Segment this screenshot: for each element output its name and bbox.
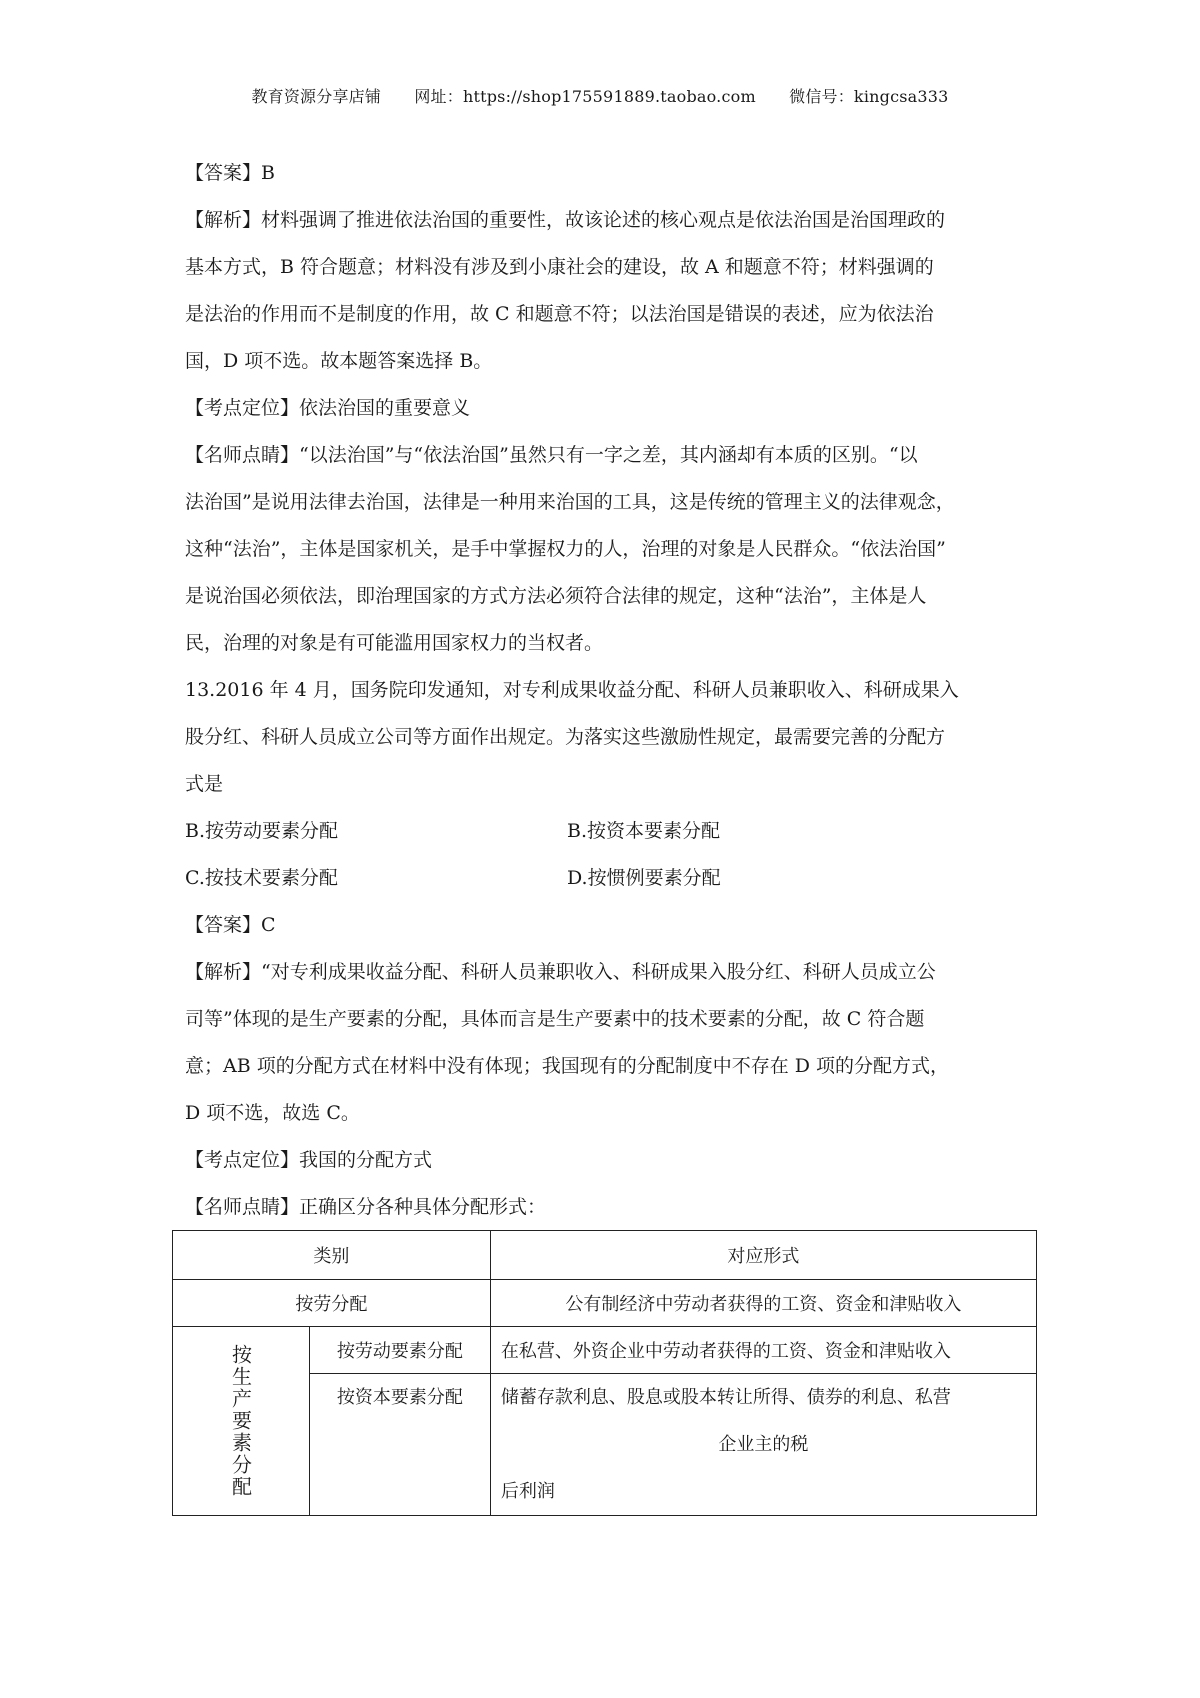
q12-answer: 【答案】B [185,162,275,184]
header-wechat: 微信号：kingcsa333 [789,87,949,106]
q12-kaodian: 【考点定位】依法治国的重要意义 [185,397,471,419]
q12-analysis-line: 【解析】材料强调了推进依法治国的重要性，故该论述的核心观点是依法治国是治国理政的 [185,209,946,231]
q13-analysis-line: 意；AB 项的分配方式在材料中没有体现；我国现有的分配制度中不存在 D 项的分配方式， [185,1055,950,1077]
document-body [185,150,1030,1231]
labor-dist-cell: 按劳分配 [173,1280,491,1327]
q12-analysis-line: 基本方式，B 符合题意；材料没有涉及到小康社会的建设，故 A 和题意不符；材料强调的 [185,256,934,278]
q13-answer: 【答案】C [185,914,276,936]
q13-option: B.按劳动要素分配 [185,820,339,842]
table-row [173,1280,1037,1327]
q12-mingshi-line: 【名师点睛】“以法治国”与“依法治国”虽然只有一字之差，其内涵却有本质的区别。“以 [185,444,918,466]
q12-mingshi-line: 是说治国必须依法，即治理国家的方式方法必须符合法律的规定，这种“法治”，主体是人 [185,585,927,607]
q13-option: D.按惯例要素分配 [567,867,721,889]
q13-mingshi: 【名师点睛】正确区分各种具体分配形式： [185,1196,547,1218]
capital-form-line: 储蓄存款利息、股息或股本转让所得、债券的利息、私营 [500,1387,951,1408]
factor-group-label: 按生产要素分配 [228,1344,253,1498]
q13-kaodian: 【考点定位】我国的分配方式 [185,1149,433,1171]
capital-form-cell [490,1374,1036,1516]
labor-factor-form-cell: 在私营、外资企业中劳动者获得的工资、资金和津贴收入 [490,1327,1036,1374]
header-form: 对应形式 [490,1231,1036,1280]
header-website: 网址：https://shop175591889.taobao.com [414,87,756,106]
table-header-row [173,1231,1037,1280]
capital-form-line: 后利润 [500,1481,555,1502]
q13-option: B.按资本要素分配 [567,820,721,842]
q12-analysis-line: 是法治的作用而不是制度的作用，故 C 和题意不符；以法治国是错误的表述，应为依法治 [185,303,934,325]
factor-group-cell [173,1327,310,1516]
q12-mingshi-line: 民，治理的对象是有可能滥用国家权力的当权者。 [185,632,604,654]
q13-analysis-line: D 项不选，故选 C。 [185,1102,360,1124]
q12-mingshi-line: 这种“法治”，主体是国家机关，是手中掌握权力的人，治理的对象是人民群众。“依法治国” [185,538,946,560]
q12-mingshi-line: 法治国”是说用法律去治国，法律是一种用来治国的工具，这是传统的管理主义的法律观念， [185,491,955,513]
page-header [0,84,1200,107]
q13-stem-line: 13.2016 年 4 月，国务院印发通知，对专利成果收益分配、科研人员兼职收入、科研成果入 [185,679,959,701]
q12-analysis-line: 国，D 项不选。故本题答案选择 B。 [185,350,493,372]
distribution-table [172,1230,1037,1516]
q13-analysis-line: 司等”体现的是生产要素的分配，具体而言是生产要素中的技术要素的分配，故 C 符合题 [185,1008,925,1030]
q13-options-row [185,855,1030,902]
q13-options-row [185,808,1030,855]
labor-factor-cell: 按劳动要素分配 [310,1327,491,1374]
table-row [173,1327,1037,1374]
q13-analysis-line: 【解析】“对专利成果收益分配、科研人员兼职收入、科研成果入股分红、科研人员成立公 [185,961,936,983]
q13-stem-line: 股分红、科研人员成立公司等方面作出规定。为落实这些激励性规定，最需要完善的分配方 [185,726,946,748]
labor-dist-form-cell: 公有制经济中劳动者获得的工资、资金和津贴收入 [490,1280,1036,1327]
header-category: 类别 [173,1231,491,1280]
capital-factor-cell: 按资本要素分配 [310,1374,491,1516]
q13-option: C.按技术要素分配 [185,867,338,889]
q13-stem-line: 式是 [185,773,224,795]
header-shop: 教育资源分享店铺 [251,87,382,106]
capital-form-line: 企业主的税 [718,1434,809,1455]
